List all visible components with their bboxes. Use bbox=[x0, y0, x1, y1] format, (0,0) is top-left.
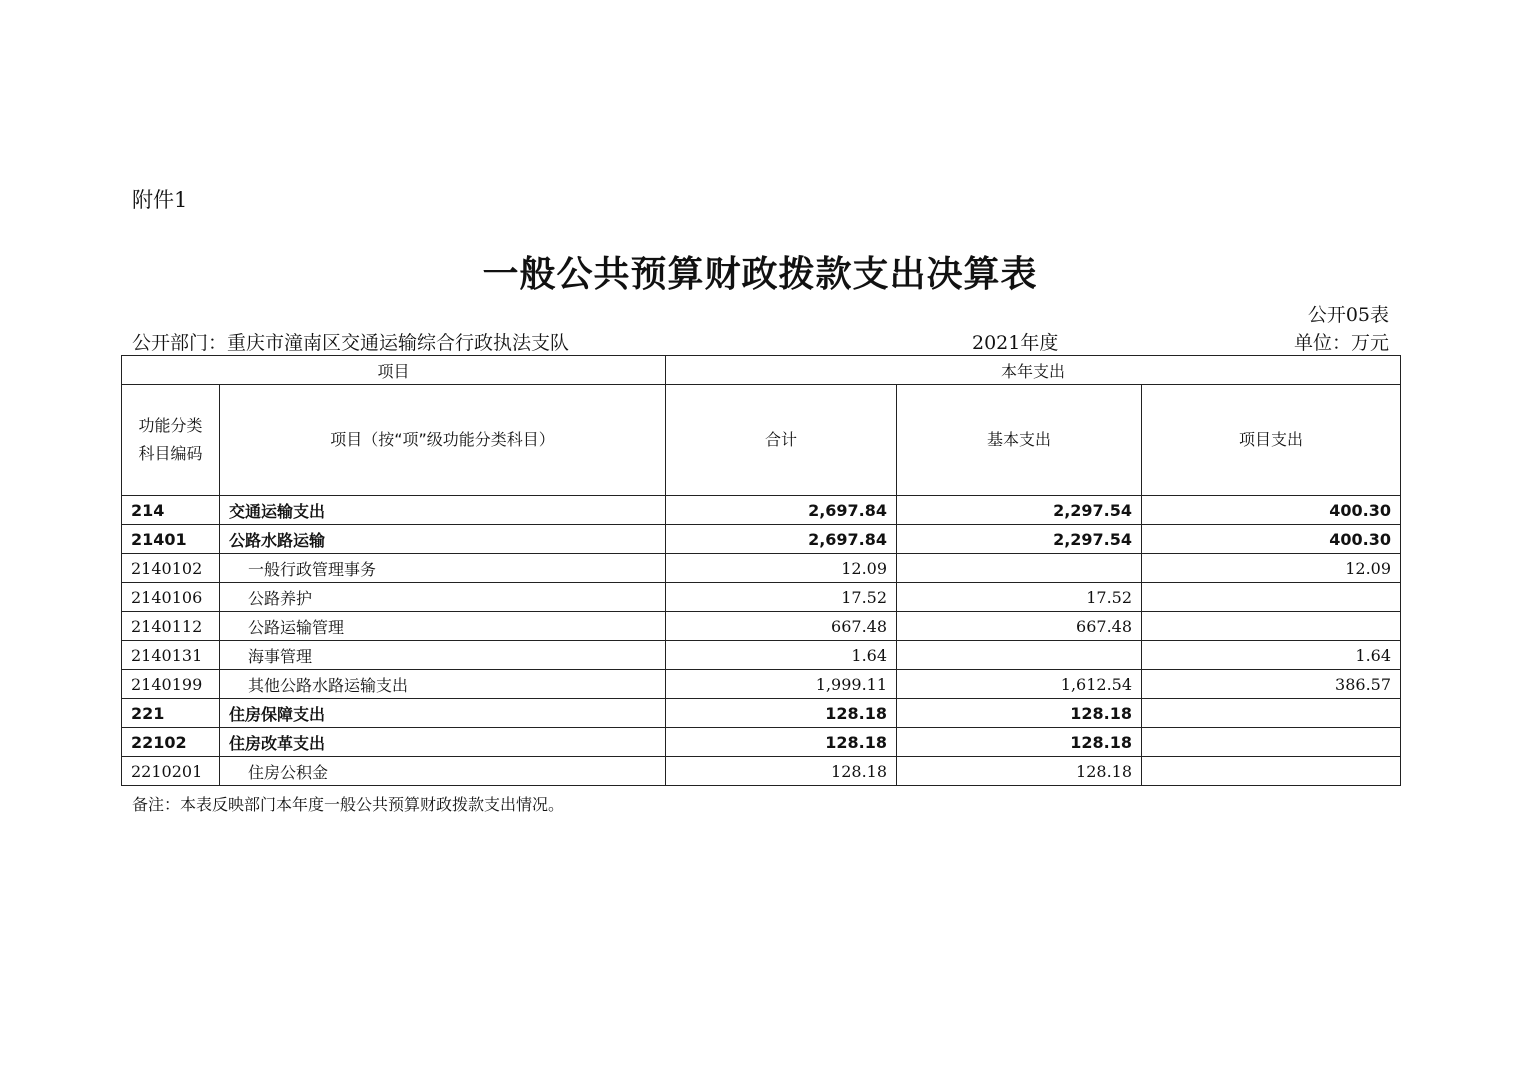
row-basic bbox=[897, 641, 1142, 670]
row-project: 400.30 bbox=[1142, 496, 1401, 525]
row-basic: 2,297.54 bbox=[897, 496, 1142, 525]
department: 公开部门：重庆市潼南区交通运输综合行政执法支队 bbox=[132, 332, 570, 354]
table-row bbox=[122, 728, 1401, 757]
budget-table bbox=[121, 355, 1401, 786]
row-project bbox=[1142, 757, 1401, 786]
row-project bbox=[1142, 583, 1401, 612]
row-basic: 128.18 bbox=[897, 757, 1142, 786]
row-name: 一般行政管理事务 bbox=[220, 554, 666, 583]
row-code: 214 bbox=[122, 496, 220, 525]
row-code: 221 bbox=[122, 699, 220, 728]
row-basic: 128.18 bbox=[897, 728, 1142, 757]
table-row bbox=[122, 583, 1401, 612]
header-current-year: 本年支出 bbox=[666, 356, 1401, 385]
header-project: 项目支出 bbox=[1142, 385, 1401, 496]
table-row bbox=[122, 757, 1401, 786]
row-code: 2140131 bbox=[122, 641, 220, 670]
row-basic: 17.52 bbox=[897, 583, 1142, 612]
row-code: 2140112 bbox=[122, 612, 220, 641]
table-code: 公开05表 bbox=[1307, 304, 1389, 326]
row-basic: 128.18 bbox=[897, 699, 1142, 728]
row-name: 公路水路运输 bbox=[220, 525, 666, 554]
footnote: 备注：本表反映部门本年度一般公共预算财政拨款支出情况。 bbox=[132, 795, 565, 814]
row-project: 12.09 bbox=[1142, 554, 1401, 583]
row-total: 667.48 bbox=[666, 612, 897, 641]
header-code: 功能分类科目编码 bbox=[122, 385, 220, 496]
row-project bbox=[1142, 728, 1401, 757]
page-title: 一般公共预算财政拨款支出决算表 bbox=[482, 254, 1038, 295]
row-project: 400.30 bbox=[1142, 525, 1401, 554]
table-row bbox=[122, 641, 1401, 670]
row-total: 12.09 bbox=[666, 554, 897, 583]
unit-label: 单位：万元 bbox=[1293, 332, 1389, 354]
row-name: 交通运输支出 bbox=[220, 496, 666, 525]
row-total: 2,697.84 bbox=[666, 496, 897, 525]
row-total: 1.64 bbox=[666, 641, 897, 670]
row-basic: 1,612.54 bbox=[897, 670, 1142, 699]
row-basic bbox=[897, 554, 1142, 583]
row-project: 386.57 bbox=[1142, 670, 1401, 699]
row-name: 公路运输管理 bbox=[220, 612, 666, 641]
table-row bbox=[122, 612, 1401, 641]
meta-line bbox=[132, 328, 1389, 354]
row-basic: 2,297.54 bbox=[897, 525, 1142, 554]
row-project bbox=[1142, 612, 1401, 641]
row-code: 22102 bbox=[122, 728, 220, 757]
row-project: 1.64 bbox=[1142, 641, 1401, 670]
row-name: 住房公积金 bbox=[220, 757, 666, 786]
row-total: 128.18 bbox=[666, 699, 897, 728]
row-name: 公路养护 bbox=[220, 583, 666, 612]
row-code: 2140199 bbox=[122, 670, 220, 699]
table-row bbox=[122, 496, 1401, 525]
header-basic: 基本支出 bbox=[897, 385, 1142, 496]
row-name: 其他公路水路运输支出 bbox=[220, 670, 666, 699]
row-total: 17.52 bbox=[666, 583, 897, 612]
row-basic: 667.48 bbox=[897, 612, 1142, 641]
attachment-label: 附件1 bbox=[132, 188, 188, 212]
row-total: 2,697.84 bbox=[666, 525, 897, 554]
table-row bbox=[122, 525, 1401, 554]
row-name: 住房保障支出 bbox=[220, 699, 666, 728]
row-name: 海事管理 bbox=[220, 641, 666, 670]
row-total: 128.18 bbox=[666, 757, 897, 786]
row-code: 21401 bbox=[122, 525, 220, 554]
row-total: 1,999.11 bbox=[666, 670, 897, 699]
table-row bbox=[122, 670, 1401, 699]
row-code: 2140106 bbox=[122, 583, 220, 612]
header-total: 合计 bbox=[666, 385, 897, 496]
row-total: 128.18 bbox=[666, 728, 897, 757]
table-row bbox=[122, 699, 1401, 728]
table-row bbox=[122, 554, 1401, 583]
row-project bbox=[1142, 699, 1401, 728]
row-name: 住房改革支出 bbox=[220, 728, 666, 757]
table-body bbox=[122, 496, 1401, 786]
header-name: 项目（按“项”级功能分类科目） bbox=[220, 385, 666, 496]
row-code: 2140102 bbox=[122, 554, 220, 583]
fiscal-year: 2021年度 bbox=[972, 332, 1059, 354]
row-code: 2210201 bbox=[122, 757, 220, 786]
header-item: 项目 bbox=[122, 356, 666, 385]
